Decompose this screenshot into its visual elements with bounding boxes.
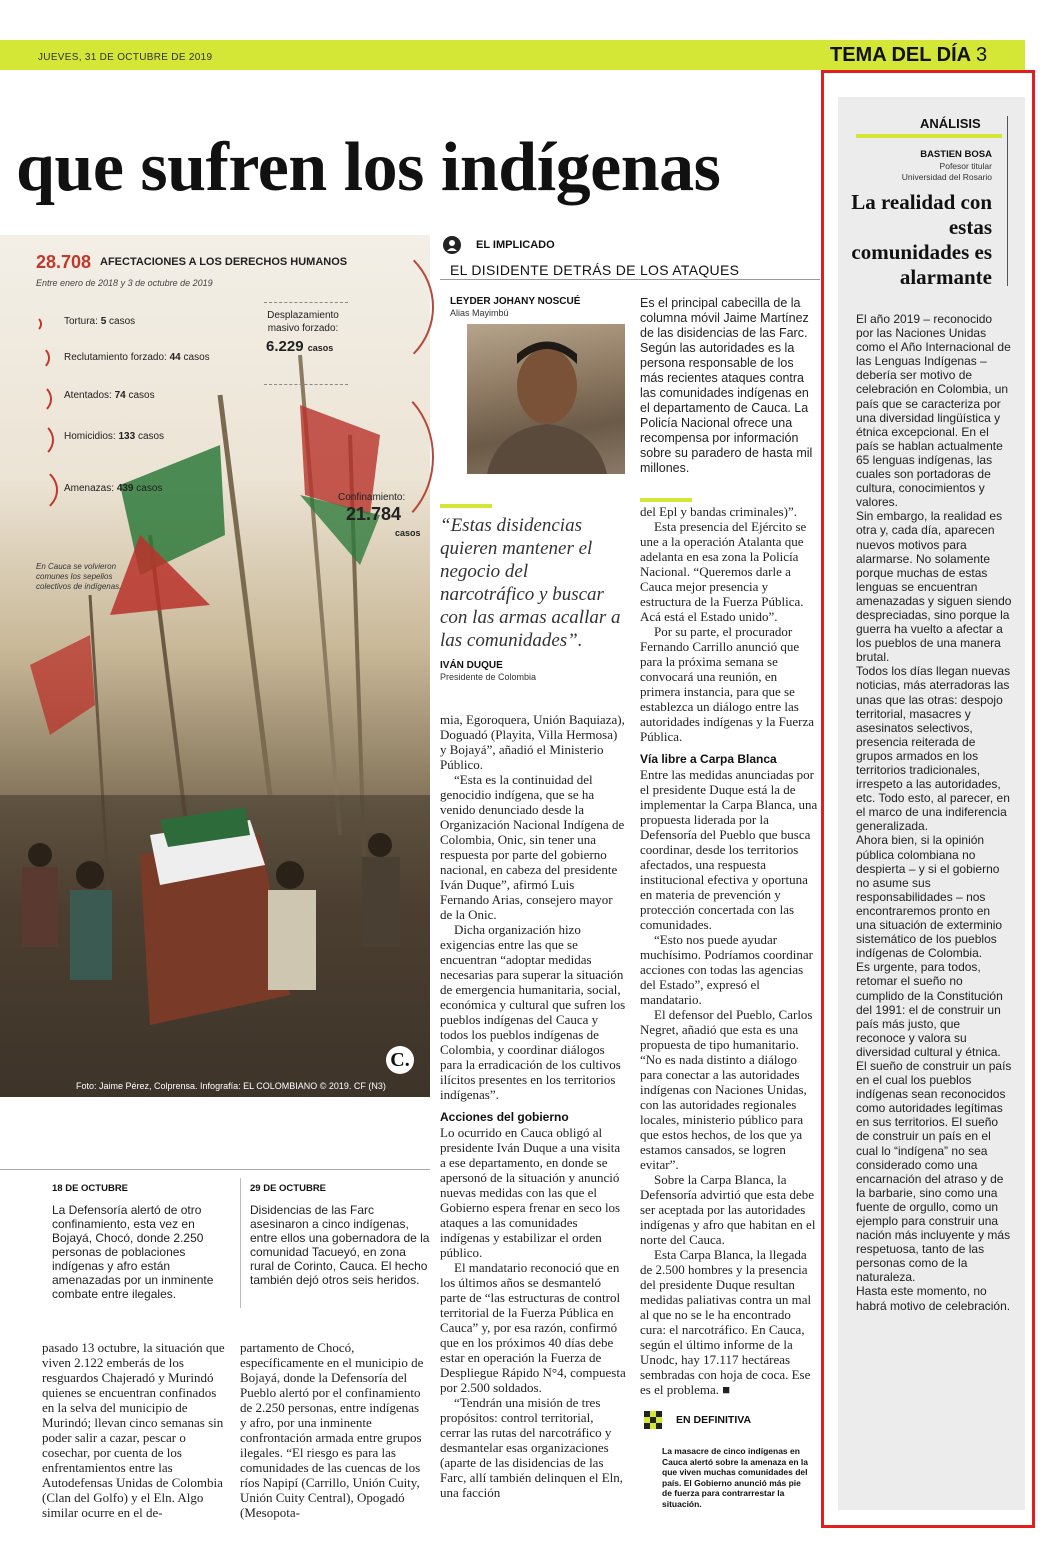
paragraph: Todos los días llegan nuevas noticias, más aterradoras las unas que las otras: despojo territorial, masacres y asesinatos selectivos, presencia reiterada de grupos armados en los territorios tradicionales, irrespeto a las autoridades, etc. Todo esto, al parecer, en el marco de una indiferencia generalizada. <box>856 664 1011 834</box>
timeline-date: 29 DE OCTUBRE <box>250 1183 327 1194</box>
category-label: Amenazas: <box>64 483 115 494</box>
displacement-number: 6.229 <box>266 338 304 355</box>
photo-credit: Foto: Jaime Pérez, Colprensa. Infografía: EL COLOMBIANO © 2019. CF (N3) <box>76 1081 386 1091</box>
arc-icon <box>26 316 42 332</box>
arc-icon <box>22 384 52 414</box>
category-unit: casos <box>109 316 136 327</box>
period-note: Entre enero de 2018 y 3 de octubre de 2019 <box>36 278 213 288</box>
paragraph: El año 2019 – reconocido por las Naciones Unidas como el Año Internacional de las Lenguas Indígenas – debería ser motivo de celebración en Colombia, un país que se caracteriza por una diversidad lingüística y étnica excepcional. En el país se hablan actualmente 65 lenguas indígenas, las cuales son portadoras de cultura, conocimientos y valores. <box>856 312 1011 510</box>
confinement-value: 21.784 <box>346 504 402 524</box>
paragraph: Lo ocurrido en Cauca obligó al presidente Iván Duque a una visita a ese departamento, en donde se apersonó de la situación y anunció nuevas medidas con las que el Gobierno espera frenar en seco los ataques a las comunidades indígenas y estabilizar el orden público. <box>440 1125 621 1260</box>
quote-accent <box>440 504 492 508</box>
implicado-text: Es el principal cabecilla de la columna móvil Jaime Martínez de las disidencias de las Farc. Según las autoridades es la persona responsable de los más recientes ataques contra las comunidades indígenas en el departamento de Cauca. La Policía Nacional ofrece una recompensa por información sobre su paradero de hasta mil millones. <box>640 296 813 475</box>
category-value: 44 <box>169 352 181 363</box>
category-value: 74 <box>114 390 126 401</box>
category-label: Homicidios: <box>64 431 116 442</box>
arc-icon <box>26 346 50 370</box>
category-reclutamiento <box>64 352 210 363</box>
total-afectaciones-label: AFECTACIONES A LOS DERECHOS HUMANOS <box>100 256 348 268</box>
pull-quote: “Estas disidencias quieren mantener el negocio del narcotráfico y buscar con las armas acallar a las comunidades”. <box>440 515 621 651</box>
paragraph: Por su parte, el procurador Fernando Carrillo anunció que para la próxima semana se convocará una reunión, en primera instancia, para que se establezca un diálogo entre las autoridades indígenas y la Fuerza Pública. <box>640 624 814 744</box>
category-tortura <box>64 316 135 327</box>
accent-bar <box>640 498 692 502</box>
body-column-left: pasado 13 octubre, la situación que viven 2.122 emberás de los resguardos Chajeradó y Murindó quienes se encuentran confinados en la selva del municipio de Murindó; llevan cinco semanas sin poder salir a cazar, pescar o cosechar, por cuenta de los enfrentamientos entre las Autodefensas Unidas de Colombia (Clan del Golfo) y el Eln. Algo similar ocurre en el de- <box>42 1340 225 1520</box>
divider <box>0 1169 430 1170</box>
divider <box>240 1178 241 1308</box>
section-title <box>830 44 987 67</box>
paragraph: Dicha organización hizo exigencias entre las que se encuentran “adoptar medidas necesarias para superar la situación de emergencia humanitaria, social, económica y cultural que sufren los pueblos indígenas del Cauca y todos los pueblos indígenas de Colombia, y coordinar diálogos para la erradicación de los cultivos ilícitos presentes en los territorios indígenas”. <box>440 922 626 1102</box>
en-definitiva-label: EN DEFINITIVA <box>676 1414 752 1426</box>
category-unit: casos <box>183 352 210 363</box>
displacement-label: Desplazamiento masivo forzado: <box>267 310 339 334</box>
displacement-value <box>266 338 333 355</box>
paragraph: “Tendrán una misión de tres propósitos: control territorial, cerrar las rutas del narcotráfico y desmantelar esas organizaciones (aparte de las disidencias de las Farc, allí también delinquen el Eln, una facción <box>440 1395 624 1500</box>
paragraph: Sobre la Carpa Blanca, la Defensoría advirtió que esta debe ser aceptada por las autoridades indígenas y afro que habitan en el norte del Cauca. <box>640 1172 816 1247</box>
displacement-unit: casos <box>307 343 334 353</box>
category-value: 5 <box>100 316 107 327</box>
paragraph: del Epl y bandas criminales)”. <box>640 504 798 519</box>
timeline-text: Disidencias de las Farc asesinaron a cinco indígenas, entre ellos una gobernadora de la comunidad Tacueyó, en zona rural de Corinto, Cauca. El hecho también dejó otros seis heridos. <box>250 1203 430 1287</box>
arc-icon <box>18 422 54 458</box>
implicado-name: LEYDER JOHANY NOSCUÉ <box>450 296 581 307</box>
paragraph: mia, Egoroquera, Unión Baquiaza), Doguadó (Playita, Villa Hermosa) y Bojayá”, añadió el Ministerio Público. <box>440 712 625 772</box>
category-unit: casos <box>128 390 155 401</box>
paragraph: Esta presencia del Ejército se une a la operación Atalanta que adelanta en esa zona la Policía Nacional. “Queremos darle a Cauca mejor presencia y estructura de la Fuerza Pública. Acá está el Estado unido”. <box>640 519 807 624</box>
paragraph: Entre las medidas anunciadas por el presidente Duque está la de implementar la Carpa Blanca, una propuesta liderada por la Defensoría del Pueblo que busca coordinar, desde los territorios afectados, una respuesta institucional efectiva y oportuna en materia de prevención y protección concertada con las comunidades. <box>640 767 818 932</box>
paragraph: El defensor del Pueblo, Carlos Negret, añadió que esta es una propuesta de tipo humanitario. “No es nada distinto a diálogo para conectar a las autoridades indígenas con Naciones Unidas, con las autoridades regionales locales, ministerio público para que estos hechos, de los que ya estamos cansados, se logren evitar”. <box>640 1007 813 1172</box>
category-label: Atentados: <box>64 390 112 401</box>
body-column-mid: partamento de Chocó, específicamente en el municipio de Bojayá, donde la Defensoría del Pueblo alertó por el confinamiento de 2.250 personas, entre indígenas y afro, por una inminente confrontación armada entre grupos ilegales. “El riesgo es para las comunidades de las cuencas de los ríos Napipí (Carrillo, Unión Cuity, Unión Cuity Central), Opogadó (Mesopota- <box>240 1340 424 1520</box>
divider <box>264 384 348 386</box>
category-value: 439 <box>116 483 134 494</box>
checker-icon <box>644 1411 662 1429</box>
implicado-label: EL IMPLICADO <box>476 239 555 251</box>
category-homicidios <box>64 431 164 442</box>
quote-role: Presidente de Colombia <box>440 672 537 682</box>
analysis-author: BASTIEN BOSA <box>920 149 992 160</box>
paragraph: Es urgente, para todos, retomar el sueño no cumplido de la Constitución del 1991: el de construir un país más justo, que reconoce y valora su diversidad cultural y étnica. El sueño de construir un país en el cual los pueblos indígenas sean reconocidos como autoridades legítimas en sus territorios. El sueño de construir un país en el cual lo “indígena” no sea considerado como una encarnación del atraso y de la barbarie, sino como una fuente de orgullo, como un ejemplo para construir una nación más incluyente y más respetuosa, tanto de las personas como de la naturaleza. <box>856 960 1012 1285</box>
el-colombiano-logo: C. <box>386 1046 414 1074</box>
paragraph: “Esta es la continuidad del genocidio indígena, que se ha venido denunciado desde la Organización Nacional Indígena de Colombia, Onic, sin tener una respuesta por parte del gobierno nacional, en cabeza del presidente Iván Duque”, afirmó Luis Fernando Arias, consejero mayor de la Onic. <box>440 772 625 922</box>
affiliation-role: Pofesor titular <box>939 161 992 171</box>
category-atentados <box>64 390 155 401</box>
paragraph: El mandatario reconoció que en los últimos años se desmanteló parte de “las estructuras de control territorial de la Fuerza Pública en Cauca” y, por esa razón, confirmó que en los próximos 40 días debe estar en operación la Fuerza de Despliegue Rápido N°4, compuesta por 2.500 soldados. <box>440 1260 626 1395</box>
category-amenazas <box>64 483 162 494</box>
category-unit: casos <box>137 431 165 442</box>
article-column-2 <box>640 504 818 1397</box>
analysis-title: La realidad con estas comunidades es alarmante <box>851 190 992 289</box>
timeline-text: La Defensoría alertó de otro confinamiento, esta vez en Bojayá, Chocó, donde 2.250 personas de poblaciones indígenas y afro están amenazadas por un inminente combate entre ilegales. <box>52 1203 214 1301</box>
arc-icon <box>4 466 58 514</box>
photo-caption: En Cauca se volvieron comunes los sepelios colectivos de indígenas. <box>36 562 122 591</box>
subhead: Acciones del gobierno <box>440 1110 569 1124</box>
subhead: Vía libre a Carpa Blanca <box>640 752 777 766</box>
quote-author: IVÁN DUQUE <box>440 660 503 671</box>
implicado-portrait <box>467 324 625 474</box>
paragraph: Hasta este momento, no habrá motivo de celebración. <box>856 1284 1011 1313</box>
divider <box>440 279 820 280</box>
en-definitiva-text: La masacre de cinco indígenas en Cauca alertó sobre la amenaza en la que viven muchas comunidades del país. El Gobierno anunció más pie de fuerza para contrarrestar la situación. <box>662 1446 808 1509</box>
paragraph: “Esto nos puede ayudar muchísimo. Podríamos coordinar acciones con todas las agencias del Estado”, expresó el mandatario. <box>640 932 813 1007</box>
page-number: 3 <box>975 44 988 66</box>
person-icon <box>443 236 461 254</box>
headline: que sufren los indígenas <box>16 129 721 206</box>
timeline-date: 18 DE OCTUBRE <box>52 1183 129 1194</box>
analysis-label: ANÁLISIS <box>920 116 981 131</box>
dateline: JUEVES, 31 DE OCTUBRE DE 2019 <box>38 52 213 63</box>
confinement-unit: casos <box>395 528 421 538</box>
paragraph: Ahora bien, si la opinión pública colombiana no despierta – y si el gobierno no asume sus responsabilidades – nos encontraremos pronto en una situación de exterminio sistemático de los pueblos indígenas de Colombia. <box>856 833 1003 961</box>
category-label: Tortura: <box>64 316 98 327</box>
section-name: TEMA DEL DÍA <box>830 44 971 66</box>
paragraph: Sin embargo, la realidad es otra y, cada día, aparecen nuevos motivos para alarmarse. No solamente porque muchas de estas lenguas se encuentran amenazadas y siguen siendo despreciadas, sino porque la guerra ha vuelto a afectar a los pueblos de una manera brutal. <box>856 509 1012 665</box>
paragraph: Esta Carpa Blanca, la llegada de 2.500 hombres y la presencia del presidente Duque resultan medidas paliativas contra un mal al que no se le ha encontrado cura: el narcotráfico. En Cauca, según el último informe de la Unodc, hay 17.117 hectáreas sembradas con hoja de coca. Ese es el problema. ■ <box>640 1247 812 1397</box>
article-column-1 <box>440 712 626 1500</box>
highlight-frame <box>821 70 1035 1528</box>
implicado-alias: Alias Mayimbú <box>450 308 509 318</box>
implicado-title: EL DISIDENTE DETRÁS DE LOS ATAQUES <box>450 262 740 278</box>
category-value: 133 <box>118 431 136 442</box>
total-afectaciones-value: 28.708 <box>36 252 92 272</box>
category-label: Reclutamiento forzado: <box>64 352 167 363</box>
confinement-label: Confinamiento: <box>338 492 406 503</box>
affiliation-institution: Universidad del Rosario <box>901 172 992 182</box>
category-unit: casos <box>136 483 163 494</box>
